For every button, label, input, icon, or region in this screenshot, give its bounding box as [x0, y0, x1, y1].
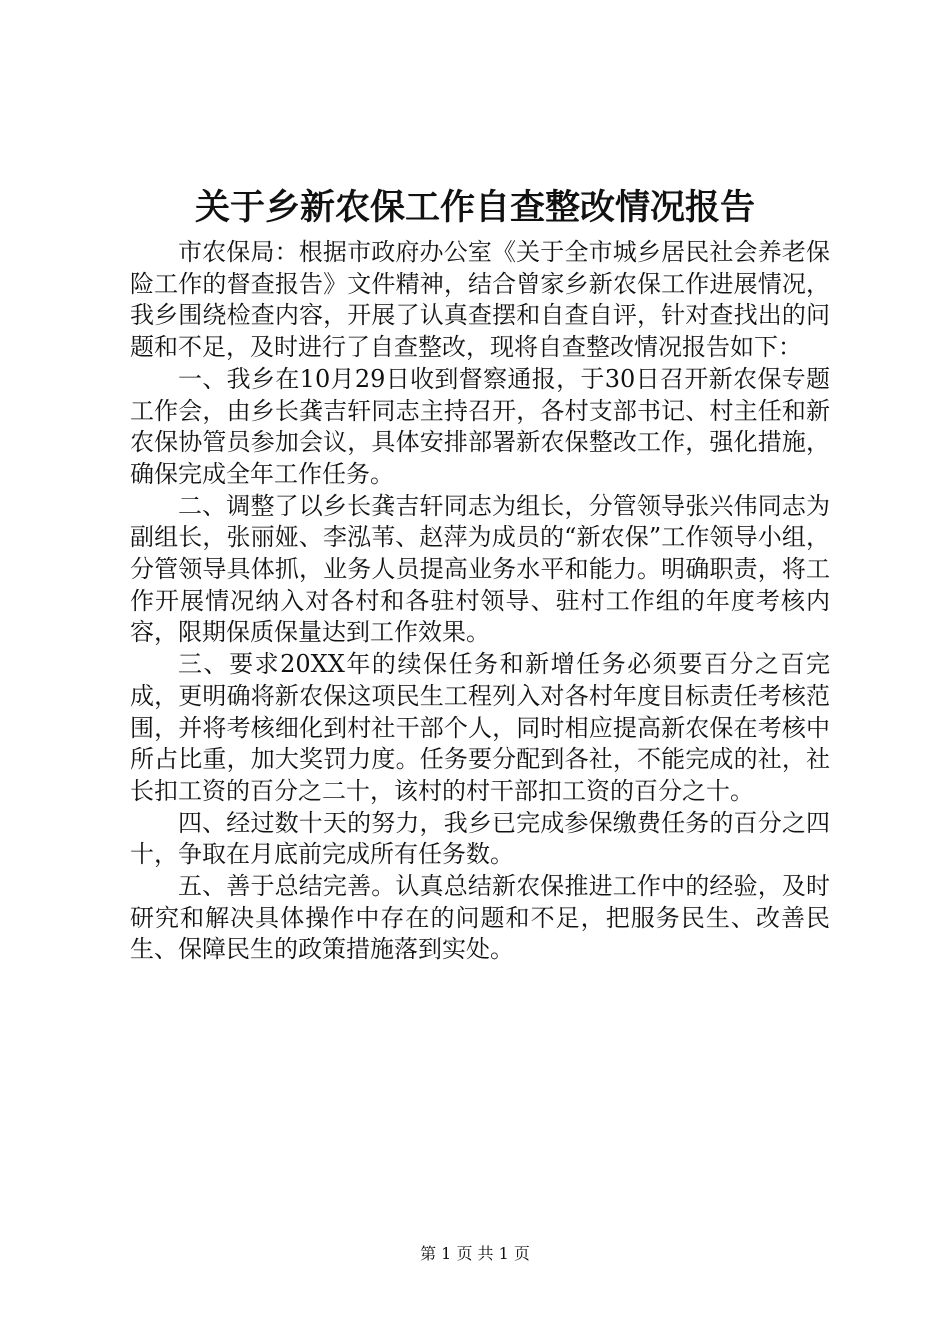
- paragraph-two: 二、调整了以乡长龚吉轩同志为组长，分管领导张兴伟同志为副组长，张丽娅、李泓苇、赵萍为成员的“新农保”工作领导小组，分管领导具体抓，业务人员提高业务水平和能力。明确职责，将工作开展情况纳入对各村和各驻村领导、驻村工作组的年度考核内容，限期保质保量达到工作效果。: [130, 491, 830, 647]
- paragraph-four: 四、经过数十天的努力，我乡已完成参保缴费任务的百分之四十，争取在月底前完成所有任务数。: [130, 808, 830, 869]
- paragraph-one: 一、我乡在10月29日收到督察通报，于30日召开新农保专题工作会，由乡长龚吉轩同志主持召开，各村支部书记、村主任和新农保协管员参加会议，具体安排部署新农保整改工作，强化措施，确保完成全年工作任务。: [130, 364, 830, 488]
- paragraph-three: 三、要求20XX年的续保任务和新增任务必须要百分之百完成，更明确将新农保这项民生工程列入对各村年度目标责任考核范围，并将考核细化到村社干部个人，同时相应提高新农保在考核中所占比重，加大奖罚力度。任务要分配到各社，不能完成的社，社长扣工资的百分之二十，该村的村干部扣工资的百分之十。: [130, 650, 830, 805]
- page-footer: 第 1 页 共 1 页: [420, 1244, 530, 1263]
- paragraph-five: 五、善于总结完善。认真总结新农保推进工作中的经验，及时研究和解决具体操作中存在的问题和不足，把服务民生、改善民生、保障民生的政策措施落到实处。: [130, 872, 830, 964]
- paragraph-intro: 市农保局：根据市政府办公室《关于全市城乡居民社会养老保险工作的督查报告》文件精神，结合曾家乡新农保工作进展情况，我乡围绕检查内容，开展了认真查摆和自查自评，针对查找出的问题和不足，及时进行了自查整改，现将自查整改情况报告如下：: [130, 238, 830, 362]
- document-title: 关于乡新农保工作自查整改情况报告: [194, 187, 755, 228]
- document-body: [130, 237, 830, 966]
